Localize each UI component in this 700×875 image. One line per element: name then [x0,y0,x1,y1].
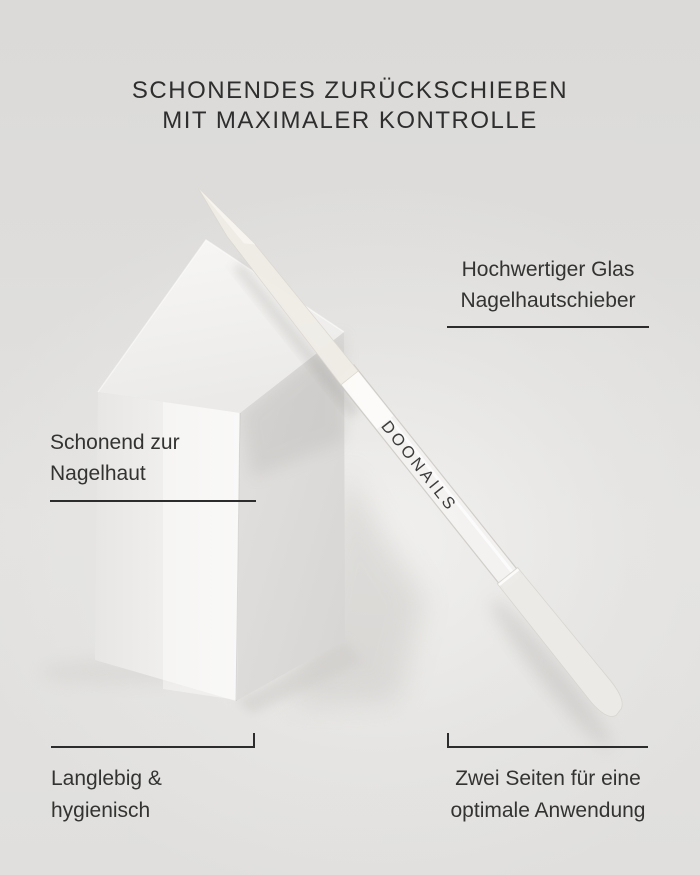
bracket-bottom-right [447,733,648,748]
annotation-bottom-right-line1: Zwei Seiten für eine [455,767,641,790]
annotation-bottom-right [440,763,656,827]
annotation-top-right-line2: Nagelhautschieber [460,289,636,312]
underline-mid-left [50,500,256,502]
annotation-bottom-right-line2: optimale Anwendung [450,799,646,822]
annotation-bottom-left [51,763,263,827]
annotation-bottom-left-line2: hygienisch [51,799,151,822]
annotation-top-right [447,254,649,316]
bracket-bottom-left [51,733,255,748]
annotation-top-right-line1: Hochwertiger Glas [461,258,635,281]
annotation-mid-left [50,427,262,489]
underline-top-right [447,326,649,328]
annotation-mid-left-line1: Schonend zur [50,431,180,454]
annotation-bottom-left-line1: Langlebig & [51,767,162,790]
headline-line1: SCHONENDES ZURÜCKSCHIEBEN [131,77,569,104]
annotation-mid-left-line2: Nagelhaut [50,462,146,485]
headline [0,76,700,136]
headline-line2: MIT MAXIMALER KONTROLLE [162,107,538,134]
brand-text: DOONAILS [377,417,461,516]
